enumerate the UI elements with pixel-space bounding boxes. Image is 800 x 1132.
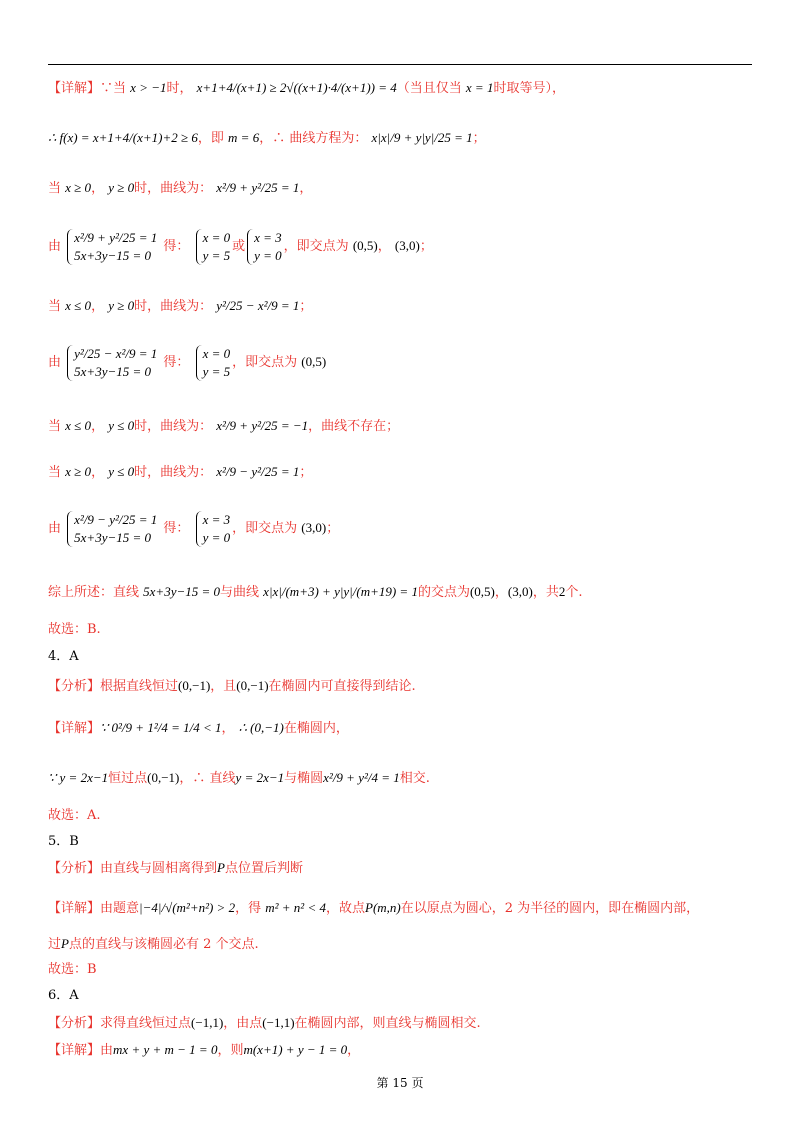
text: ， [299,181,313,196]
line-13 [48,676,752,697]
text: 时取等号）， [493,81,565,96]
line-12 [48,647,752,667]
text: ， [221,721,235,736]
text: 故选：B. [48,622,101,637]
section-label: 【分析】 [48,679,101,694]
math: x|x|/9 + y|y|/25 = 1 [371,130,473,145]
section-label: 【详解】 [48,1043,101,1058]
line-3: 当 x ≥ 0， y ≥ 0时，曲线为： x²/9 + y²/25 = 1， [48,180,313,196]
equation: x = 0 [202,345,231,361]
equation-system [196,511,231,547]
math: ∵ 0²/9 + 1²/4 = 1/4 < 1 [100,720,222,735]
math: P [217,860,225,875]
section-label: 【详解】 [48,81,101,96]
text: 当 [48,181,62,196]
text: 时， [166,81,193,96]
equation: x = 3 [254,229,282,245]
math: (0,5) [301,354,327,369]
math: (3,0) [507,584,533,599]
equation: y = 0 [254,247,282,263]
equation: y = 5 [202,247,231,263]
text: 在椭圆内， [283,721,349,736]
math: x²/9 + y²/25 = 1 [216,180,300,195]
text: 点的直线与该椭圆必有 2 个交点. [68,937,259,952]
text: 相交. [399,771,430,786]
text: 时，曲线为： [134,419,213,434]
math: x ≥ 0 [65,180,92,195]
text: ； [299,465,313,480]
math: m = 6 [228,130,260,145]
section-label: 【详解】 [48,901,101,916]
text: ，得 [235,901,262,916]
header-rule [48,64,752,65]
text: 或 [232,239,246,254]
text: 恒过点 [108,771,148,786]
equation: 5x+3y−15 = 0 [74,529,152,545]
math: (0,5) [352,238,378,253]
line-2 [48,128,752,149]
line-15 [48,768,752,789]
equation: 5x+3y−15 = 0 [74,247,152,263]
math: x+1+4/(x+1) ≥ 2√((x+1)·4/(x+1)) = 4 [196,80,397,95]
text: 由 [48,239,62,254]
math: mx + y + m − 1 = 0 [113,1042,218,1057]
math: x ≥ 0 [65,464,92,479]
math: (3,0) [394,238,420,253]
equation: y = 0 [202,529,231,545]
text: 点位置后判断 [224,861,303,876]
text: 个. [565,585,583,600]
equation: x²/9 + y²/25 = 1 [74,229,158,245]
equation: x = 0 [202,229,231,245]
text: ，由点 [223,1016,263,1031]
line-1 [48,78,752,99]
equation-system [247,229,282,265]
text: 根据直线恒过 [100,679,179,694]
text: ，共 [532,585,559,600]
section-label: 【分析】 [48,861,101,876]
math: (0,−1) [236,678,269,693]
text: 与曲线 [220,585,260,600]
math: (0,−1) [147,770,180,785]
line-17 [48,832,752,852]
text: 在椭圆内可直接得到结论. [268,679,416,694]
section-label: 【分析】 [48,1016,101,1031]
math: y²/25 − x²/9 = 1 [216,298,300,313]
text: 由直线与圆相离得到 [100,861,218,876]
page-number: 第 15 页 [376,1076,424,1090]
text: ，∴ [259,131,286,146]
math: (0,−1) [178,678,211,693]
math: x = 1 [465,80,494,95]
math: (3,0) [301,520,327,535]
text: ； [419,239,433,254]
line-21 [48,960,752,980]
math: (−1,1) [262,1015,295,1030]
math: |−4|/√(m²+n²) > 2 [139,900,236,915]
line-7: 当 x ≤ 0， y ≤ 0时，曲线为： x²/9 + y²/25 = −1，曲线不存在； [48,418,400,434]
math: y = 2x−1 [235,770,285,785]
math: P(m,n) [365,900,401,915]
math: ∴ (0,−1) [238,720,284,735]
text: 当 [48,299,62,314]
line-8: 当 x ≥ 0， y ≤ 0时，曲线为： x²/9 − y²/25 = 1； [48,464,313,480]
math: x²/9 − y²/25 = 1 [216,464,300,479]
line-18 [48,858,752,879]
line-14 [48,718,752,739]
text: 综上所述：直线 [48,585,140,600]
text: 求得直线恒过点 [100,1016,192,1031]
text: 得： [163,521,190,536]
text: 时，曲线为： [134,465,213,480]
math: x ≤ 0 [65,418,92,433]
math: ∵ y = 2x−1 [48,770,109,785]
math: y ≥ 0 [108,298,135,313]
answer-heading: 4．A [48,649,79,664]
text: 由 [48,355,62,370]
text: ，曲线不存在； [308,419,400,434]
text: 时，曲线为： [134,299,213,314]
text: 在以原点为圆心，2 为半径的圆内，即在椭圆内部， [400,901,700,916]
line-10: 综上所述：直线 5x+3y−15 = 0与曲线 x|x|/(m+3) + y|y|/(m+19) = 1的交点为(0,5)，(3,0)，共2个. [48,584,583,600]
equation: x = 3 [202,511,231,527]
text: ，且 [210,679,237,694]
math: x ≤ 0 [65,298,92,313]
text: ； [326,521,340,536]
text: ， [347,1043,361,1058]
text: 由 [100,1043,114,1058]
answer-heading: 5．B [48,834,79,849]
text: 的交点为 [417,585,470,600]
equation: 5x+3y−15 = 0 [74,363,152,379]
text: 与椭圆 [284,771,324,786]
math: y ≥ 0 [108,180,135,195]
line-16 [48,806,752,826]
line-4: 由 x²/9 + y²/25 = 1 5x+3y−15 = 0 得： x = 0 y = 5 或 x = 3 y = 0 ，即交点为 (0,5)， (3,0)； [48,229,433,263]
text: 直线 [209,771,236,786]
answer-heading: 6．A [48,988,79,1003]
text: ； [472,131,486,146]
text: 故选：A. [48,808,101,823]
equation: y = 5 [202,363,231,379]
math: y ≤ 0 [108,418,135,433]
section-label: 【详解】 [48,721,101,736]
math: m² + n² < 4 [265,900,326,915]
text: 由题意 [100,901,140,916]
text: 当 [48,465,62,480]
text: 在椭圆内部，则直线与椭圆相交. [294,1016,481,1031]
math: x²/9 + y²/25 = −1 [216,418,309,433]
text: 时，曲线为： [134,181,213,196]
math: P [61,936,69,951]
math: 2 [558,584,566,599]
line-20 [48,934,752,955]
line-6 [48,342,752,383]
text: 曲线方程为： [289,131,368,146]
text: 由 [48,521,62,536]
text: ，∴ [179,771,206,786]
equation-system [67,345,157,381]
equation: y²/25 − x²/9 = 1 [74,345,158,361]
line-22 [48,986,752,1006]
math: x²/9 + y²/4 = 1 [323,770,400,785]
line-5: 当 x ≤ 0， y ≥ 0时，曲线为： y²/25 − x²/9 = 1； [48,298,313,314]
equation-system [196,345,231,381]
text: ，故点 [325,901,365,916]
math: (−1,1) [191,1015,224,1030]
text: 得： [163,239,190,254]
text: 故选：B [48,962,97,977]
math: x > −1 [130,80,167,95]
text: ； [299,299,313,314]
equation-system [67,511,157,547]
text: 过 [48,937,62,952]
text: ，则 [217,1043,244,1058]
text: 得： [163,355,190,370]
math: m(x+1) + y − 1 = 0 [243,1042,348,1057]
line-9 [48,508,752,549]
math: (0,5) [469,584,495,599]
equation-system [67,229,157,265]
text: （当且仅当 [396,81,462,96]
equation: x²/9 − y²/25 = 1 [74,511,158,527]
math: 5x+3y−15 = 0 [143,584,221,599]
line-19 [48,898,752,919]
math: ∴ f(x) = x+1+4/(x+1)+2 ≥ 6 [48,130,198,145]
text: 当 [48,419,62,434]
text: ，即 [197,131,224,146]
line-24 [48,1040,752,1061]
text: ，即交点为 [232,355,298,370]
text: ，即交点为 [232,521,298,536]
equation-system [196,229,231,265]
text: ，即交点为 [283,239,349,254]
line-23 [48,1013,752,1034]
text: ∵当 [100,81,127,96]
math: y ≤ 0 [108,464,135,479]
math: x|x|/(m+3) + y|y|/(m+19) = 1 [263,584,418,599]
line-11 [48,620,752,640]
